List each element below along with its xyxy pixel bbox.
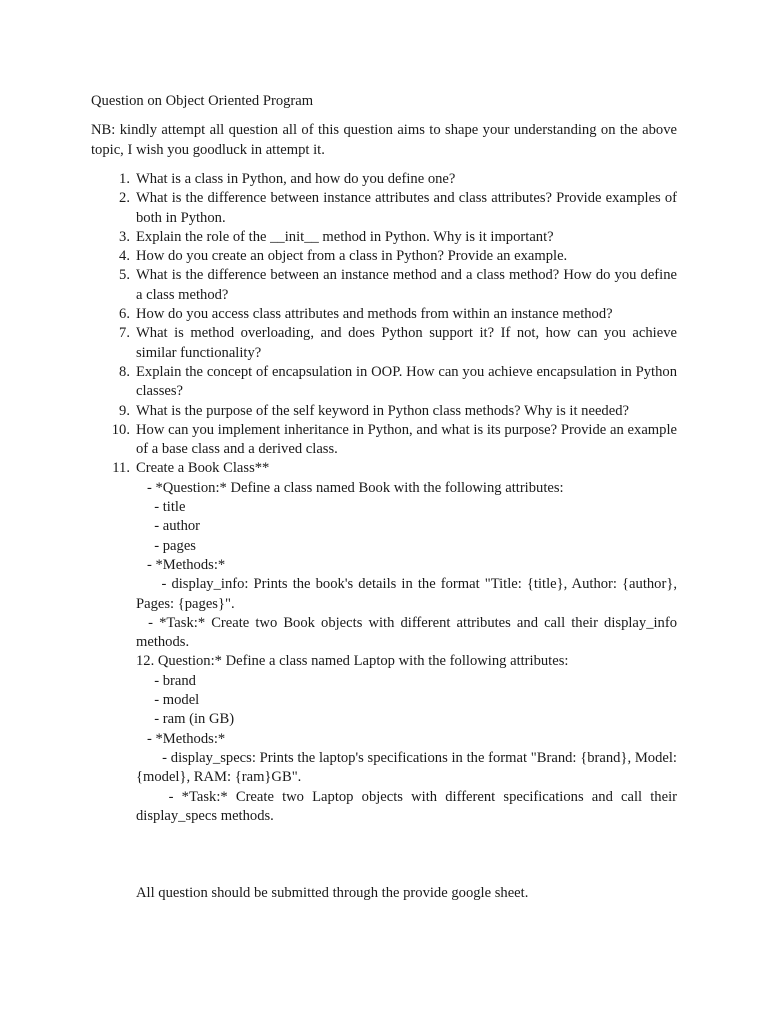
question-number: 10. [111, 421, 130, 438]
question-text: What is the difference between an instance method and a class method? How do you define a class method? [136, 267, 677, 303]
q12-details [0, 652, 768, 826]
q11-attribute-pages: - pages [136, 537, 196, 554]
question-item [0, 363, 768, 402]
q12-label: 12. Question:* Define a class named Laptop with the following attributes: [136, 653, 569, 670]
question-item [0, 170, 768, 189]
q11-details [0, 479, 768, 653]
question-number: 3. [119, 228, 130, 245]
question-text: How do you create an object from a class in Python? Provide an example. [136, 248, 568, 265]
question-item [0, 402, 768, 421]
question-text: What is the purpose of the self keyword in Python class methods? Why is it needed? [136, 402, 629, 419]
question-item [0, 247, 768, 266]
nb-instructions: NB: kindly attempt all question all of this question aims to shape your understanding on the above topic, I wish you goodluck in attempt it. [91, 122, 677, 158]
q12-attribute-ram: - ram (in GB) [136, 711, 235, 728]
question-list [0, 170, 768, 826]
question-item [0, 266, 768, 305]
question-item [0, 228, 768, 247]
q12-attribute-brand: - brand [136, 672, 196, 689]
question-text: What is the difference between instance attributes and class attributes? Provide examples of both in Python. [136, 190, 677, 226]
document-title: Question on Object Oriented Program [91, 93, 314, 109]
q11-question-line: - *Question:* Define a class named Book with the following attributes: [136, 479, 564, 496]
question-text: What is a class in Python, and how do you define one? [136, 171, 456, 187]
question-number: 5. [119, 267, 130, 284]
question-number: 2. [119, 190, 130, 207]
q12-attribute-model: - model [136, 692, 200, 709]
question-text: Create a Book Class** [136, 460, 270, 477]
question-text: Explain the role of the __init__ method in Python. Why is it important? [136, 228, 554, 245]
question-number: 9. [119, 402, 130, 419]
question-number: 6. [119, 306, 130, 323]
question-item [0, 324, 768, 363]
q11-attribute-author: - author [136, 518, 201, 535]
question-item [0, 189, 768, 228]
question-item [0, 305, 768, 324]
question-item [0, 459, 768, 478]
submission-note: All question should be submitted through the provide google sheet. [136, 885, 529, 901]
question-text: How can you implement inheritance in Python, and what is its purpose? Provide an example of a base class and a derived class. [136, 421, 677, 458]
question-text: Explain the concept of encapsulation in OOP. How can you achieve encapsulation in Python classes? [136, 363, 677, 400]
q12-display-specs: - display_specs: Prints the laptop's specifications in the format "Brand: {brand}, Model: {model}, RAM: {ram}GB". [136, 749, 681, 786]
question-number: 4. [119, 248, 130, 265]
question-text: How do you access class attributes and methods from within an instance method? [136, 306, 613, 323]
question-number: 7. [119, 325, 130, 342]
question-item [0, 421, 768, 460]
question-text: What is method overloading, and does Python support it? If not, how can you achieve similar functionality? [136, 325, 677, 361]
question-number: 11. [112, 460, 130, 477]
q12-task: - *Task:* Create two Laptop objects with different specifications and call their display_specs methods. [136, 788, 681, 824]
q11-display-info: - display_info: Prints the book's details in the format "Title: {title}, Author: {author}, Pages: {pages}". [136, 576, 681, 612]
question-number: 8. [119, 363, 130, 380]
q11-task: - *Task:* Create two Book objects with different attributes and call their display_info methods. [136, 614, 681, 651]
q11-methods-heading: - *Methods:* [136, 556, 226, 573]
q11-attribute-title: - title [136, 499, 186, 516]
q12-methods-heading: - *Methods:* [136, 730, 226, 747]
question-number: 1. [119, 171, 130, 187]
